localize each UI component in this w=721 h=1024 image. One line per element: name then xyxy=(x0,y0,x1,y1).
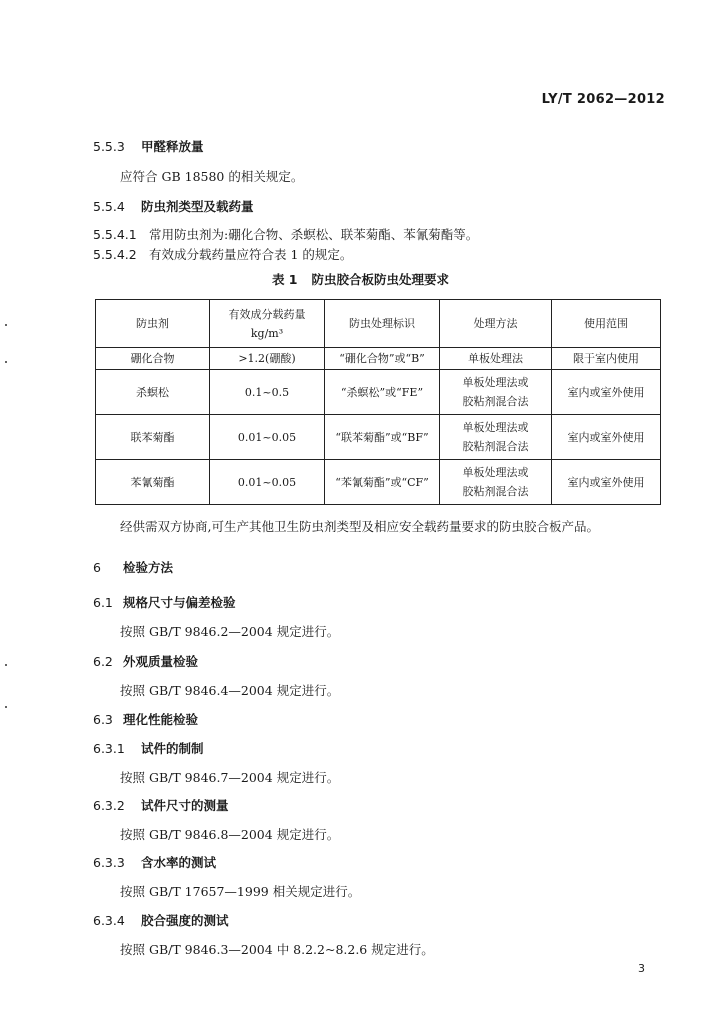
table-row xyxy=(96,370,661,415)
cell-scope: 限于室内使用 xyxy=(552,348,661,370)
table-label: 表 1 xyxy=(271,272,298,287)
section-6-heading xyxy=(93,558,173,576)
table-title xyxy=(0,270,721,288)
header-load xyxy=(210,300,325,348)
scan-speck xyxy=(5,664,7,666)
cell-scope: 室内或室外使用 xyxy=(552,415,661,460)
cell-mark: “苯氰菊酯”或“CF” xyxy=(325,460,440,505)
section-title: 甲醛释放量 xyxy=(141,139,204,154)
table-row xyxy=(96,460,661,505)
section-title: 规格尺寸与偏差检验 xyxy=(123,595,236,610)
header-scope: 使用范围 xyxy=(552,300,661,348)
section-title: 含水率的测试 xyxy=(141,855,217,870)
section-6-3-heading xyxy=(93,710,198,728)
section-6-3-1-body: 按照 GB/T 9846.7—2004 规定进行。 xyxy=(120,770,340,785)
section-number: 6.3.1 xyxy=(93,741,125,756)
section-number: 5.5.3 xyxy=(93,139,125,154)
header-load-unit: kg/m³ xyxy=(250,326,284,340)
cell-agent: 硼化合物 xyxy=(96,348,210,370)
section-6-3-3-body: 按照 GB/T 17657—1999 相关规定进行。 xyxy=(120,884,361,899)
section-6-2-body: 按照 GB/T 9846.4—2004 规定进行。 xyxy=(120,683,340,698)
section-title: 防虫剂类型及载药量 xyxy=(141,199,254,214)
section-6-1-body: 按照 GB/T 9846.2—2004 规定进行。 xyxy=(120,624,340,639)
section-6-2-heading xyxy=(93,652,198,670)
cell-load: 0.01~0.05 xyxy=(210,415,325,460)
table-caption: 防虫胶合板防虫处理要求 xyxy=(311,272,450,287)
cell-method-line1: 单板处理法或 xyxy=(462,376,529,389)
cell-scope: 室内或室外使用 xyxy=(552,370,661,415)
section-6-3-2-body: 按照 GB/T 9846.8—2004 规定进行。 xyxy=(120,827,340,842)
section-title: 胶合强度的测试 xyxy=(141,913,229,928)
table-note: 经供需双方协商,可生产其他卫生防虫剂类型及相应安全载药量要求的防虫胶合板产品。 xyxy=(120,519,599,534)
section-6-1-heading xyxy=(93,593,236,611)
cell-agent: 联苯菊酯 xyxy=(96,415,210,460)
section-6-3-1-heading xyxy=(93,739,204,757)
section-number: 5.5.4.2 xyxy=(93,247,137,262)
header-mark: 防虫处理标识 xyxy=(325,300,440,348)
section-5-5-3-heading xyxy=(93,137,204,155)
section-title: 理化性能检验 xyxy=(123,712,199,727)
section-title: 试件尺寸的测量 xyxy=(141,798,229,813)
cell-agent: 苯氰菊酯 xyxy=(96,460,210,505)
cell-method-line1: 单板处理法或 xyxy=(462,421,529,434)
page-number: 3 xyxy=(638,962,645,975)
cell-method xyxy=(440,415,552,460)
cell-load: 0.1~0.5 xyxy=(210,370,325,415)
table-row xyxy=(96,348,661,370)
cell-method xyxy=(440,370,552,415)
scan-speck xyxy=(5,324,7,326)
cell-method-line2: 胶粘剂混合法 xyxy=(462,440,529,453)
section-title: 试件的制制 xyxy=(141,741,204,756)
cell-method-line2: 胶粘剂混合法 xyxy=(462,395,529,408)
header-load-line1: 有效成分载药量 xyxy=(228,307,306,321)
section-5-5-4-heading xyxy=(93,197,254,215)
cell-method: 单板处理法 xyxy=(440,348,552,370)
cell-scope: 室内或室外使用 xyxy=(552,460,661,505)
section-title: 外观质量检验 xyxy=(123,654,199,669)
cell-load: >1.2(硼酸) xyxy=(210,348,325,370)
cell-method-line1: 单板处理法或 xyxy=(462,466,529,479)
section-number: 6.3.4 xyxy=(93,913,125,928)
section-number: 6.1 xyxy=(93,595,113,610)
cell-mark: “硼化合物”或“B” xyxy=(325,348,440,370)
section-number: 6.3.3 xyxy=(93,855,125,870)
scan-speck xyxy=(5,361,7,363)
cell-mark: “联苯菊酯”或“BF” xyxy=(325,415,440,460)
cell-mark: “杀螟松”或“FE” xyxy=(325,370,440,415)
section-number: 6.3 xyxy=(93,712,113,727)
section-number: 6.2 xyxy=(93,654,113,669)
cell-load: 0.01~0.05 xyxy=(210,460,325,505)
section-text: 有效成分载药量应符合表 1 的规定。 xyxy=(149,247,353,262)
section-number: 5.5.4.1 xyxy=(93,227,137,242)
scan-speck xyxy=(5,706,7,708)
section-number: 6 xyxy=(93,560,101,575)
table-header-row xyxy=(96,300,661,348)
section-5-5-4-1 xyxy=(93,225,478,243)
standard-code: LY/T 2062—2012 xyxy=(541,92,665,107)
section-title: 检验方法 xyxy=(123,560,174,575)
section-6-3-2-heading xyxy=(93,796,229,814)
header-agent: 防虫剂 xyxy=(96,300,210,348)
cell-method xyxy=(440,460,552,505)
header-method: 处理方法 xyxy=(440,300,552,348)
section-5-5-4-2 xyxy=(93,245,352,263)
section-number: 5.5.4 xyxy=(93,199,125,214)
section-6-3-4-body: 按照 GB/T 9846.3—2004 中 8.2.2~8.2.6 规定进行。 xyxy=(120,942,434,957)
section-6-3-3-heading xyxy=(93,853,216,871)
section-text: 常用防虫剂为:硼化合物、杀螟松、联苯菊酯、苯氰菊酯等。 xyxy=(149,227,479,242)
section-number: 6.3.2 xyxy=(93,798,125,813)
section-5-5-3-body: 应符合 GB 18580 的相关规定。 xyxy=(120,169,304,184)
cell-agent: 杀螟松 xyxy=(96,370,210,415)
table-row xyxy=(96,415,661,460)
section-6-3-4-heading xyxy=(93,911,229,929)
insect-treatment-table xyxy=(95,299,661,505)
cell-method-line2: 胶粘剂混合法 xyxy=(462,485,529,498)
